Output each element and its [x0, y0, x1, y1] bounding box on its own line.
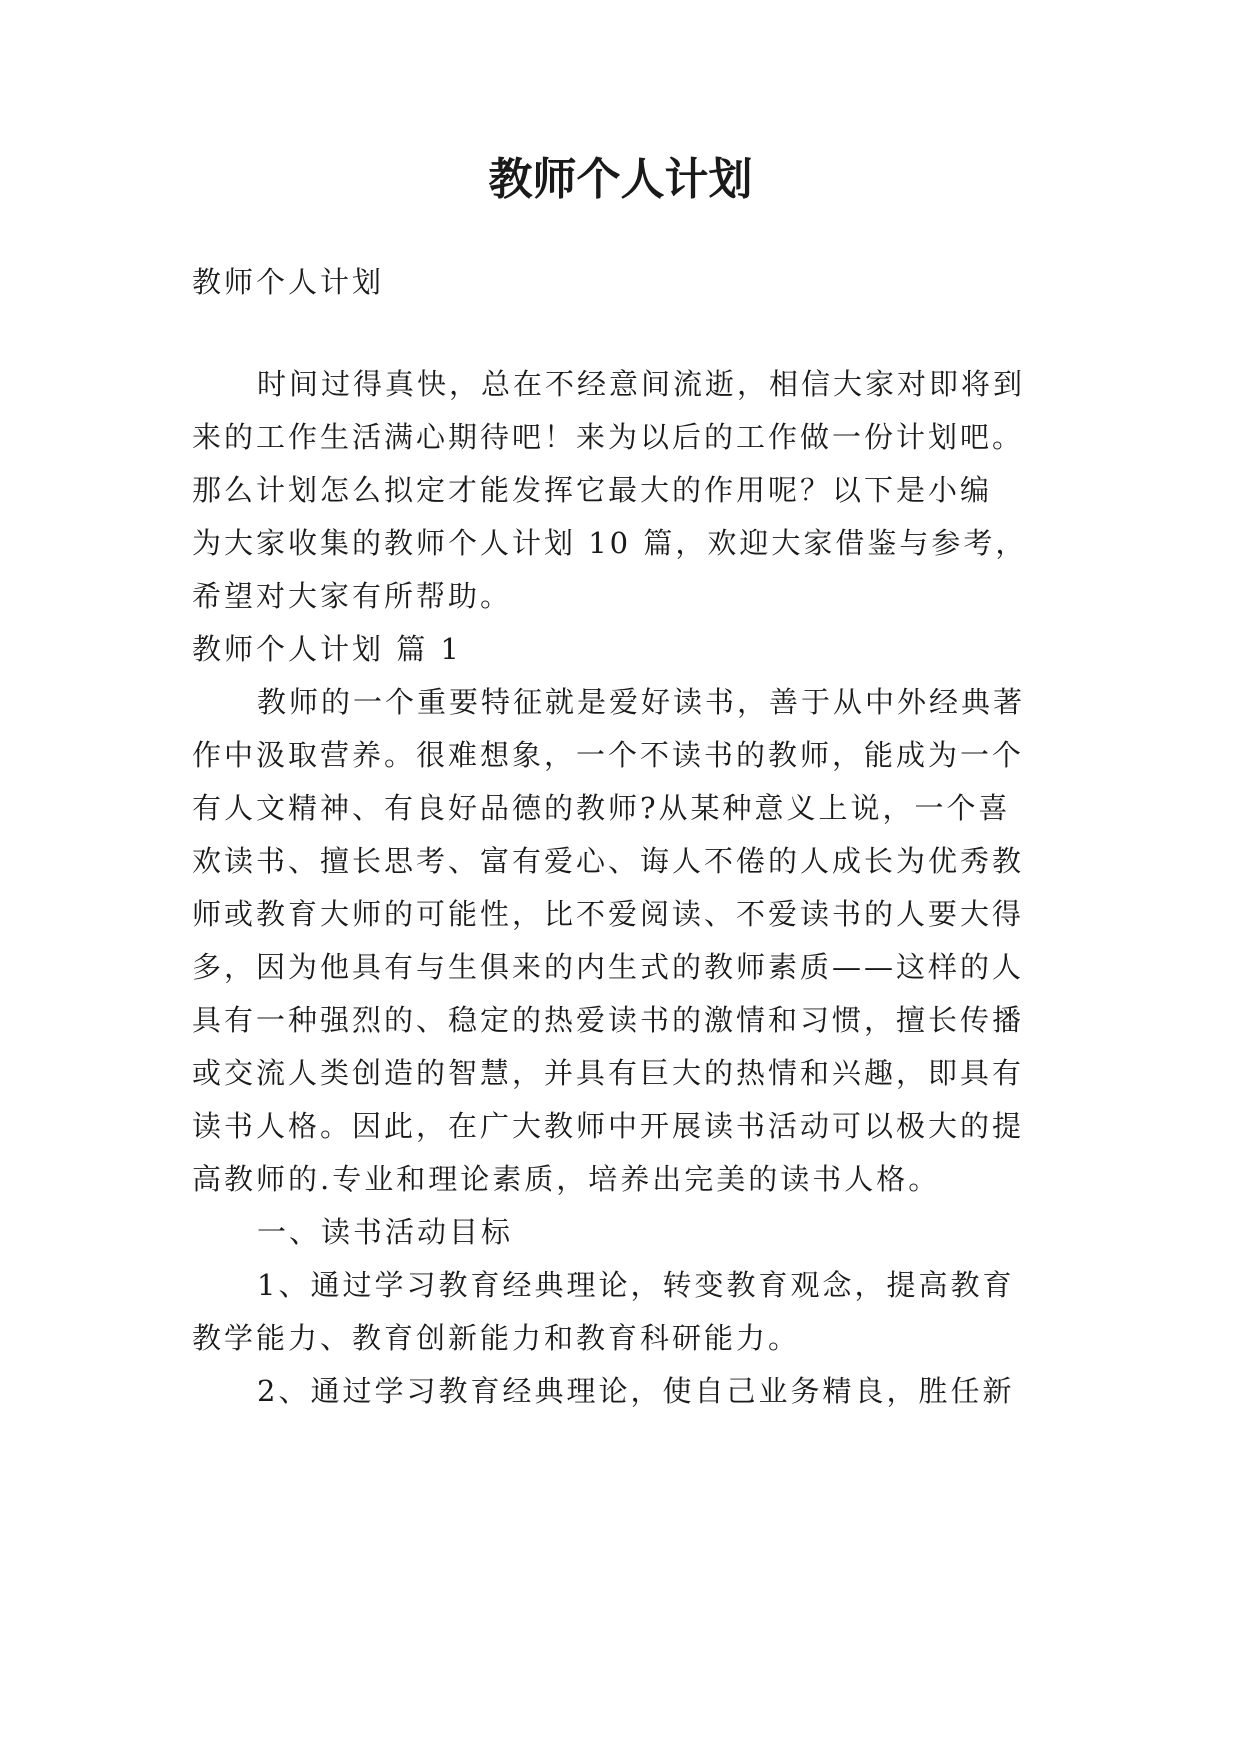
document-subtitle: 教师个人计划: [192, 265, 385, 299]
body-line: 有人文精神、有良好品德的教师?从某种意义上说，一个喜: [192, 791, 1011, 825]
goal-line: 2、通过学习教育经典理论，使自己业务精良，胜任新: [257, 1374, 1015, 1408]
goal-line: 教学能力、教育创新能力和教育科研能力。: [192, 1321, 801, 1355]
intro-line: 希望对大家有所帮助。: [192, 579, 513, 613]
section-heading: 教师个人计划 篇 1: [192, 632, 462, 666]
body-line: 高教师的.专业和理论素质，培养出完美的读书人格。: [192, 1162, 941, 1196]
intro-line: 为大家收集的教师个人计划 10 篇，欢迎大家借鉴与参考，: [192, 526, 1028, 560]
body-line: 教师的一个重要特征就是爱好读书，善于从中外经典著: [257, 685, 1026, 719]
body-line: 读书人格。因此，在广大教师中开展读书活动可以极大的提: [192, 1109, 1025, 1143]
body-line: 师或教育大师的可能性，比不爱阅读、不爱读书的人要大得: [192, 897, 1025, 931]
body-line: 作中汲取营养。很难想象，一个不读书的教师，能成为一个: [192, 738, 1025, 772]
body-line: 或交流人类创造的智慧，并具有巨大的热情和兴趣，即具有: [192, 1056, 1025, 1090]
body-line: 欢读书、擅长思考、富有爱心、诲人不倦的人成长为优秀教: [192, 844, 1025, 878]
body-line: 具有一种强烈的、稳定的热爱读书的激情和习惯，擅长传播: [192, 1003, 1025, 1037]
intro-line: 时间过得真快，总在不经意间流逝，相信大家对即将到: [257, 367, 1026, 401]
intro-line: 来的工作生活满心期待吧！来为以后的工作做一份计划吧。: [192, 420, 1025, 454]
goal-heading: 一、读书活动目标: [257, 1215, 514, 1249]
body-line: 多，因为他具有与生俱来的内生式的教师素质——这样的人: [192, 950, 1025, 984]
intro-line: 那么计划怎么拟定才能发挥它最大的作用呢？以下是小编: [192, 473, 993, 507]
document-title: 教师个人计划: [488, 154, 753, 205]
goal-line: 1、通过学习教育经典理论，转变教育观念，提高教育: [257, 1268, 1015, 1302]
